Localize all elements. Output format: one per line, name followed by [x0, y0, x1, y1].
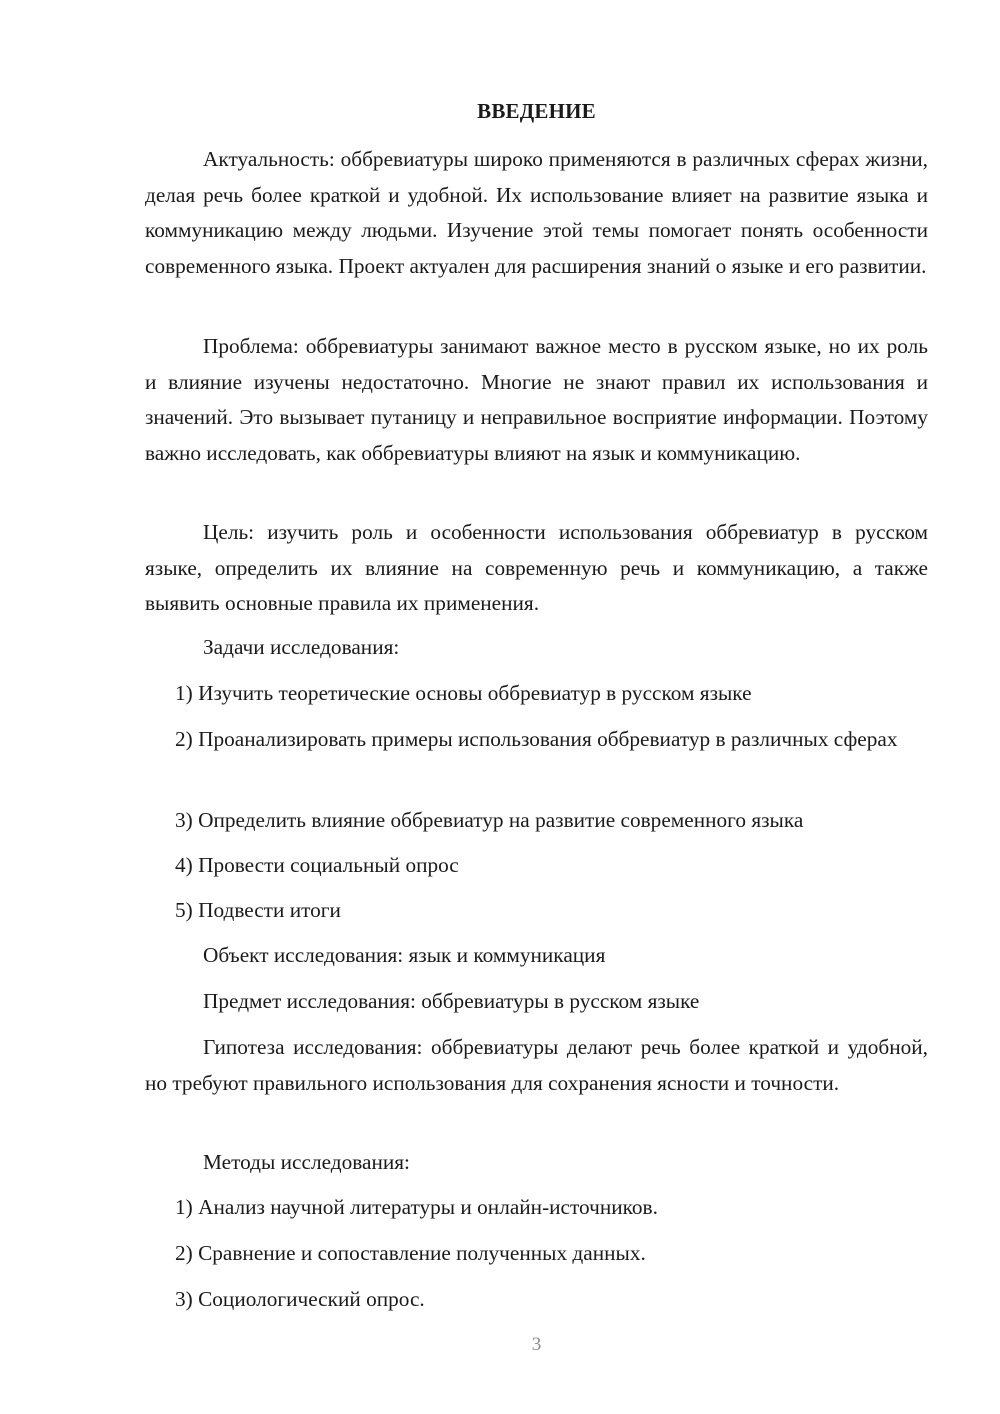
- methods-title: Методы исследования:: [203, 1150, 410, 1174]
- method-item-2: 2) Сравнение и сопоставление полученных данных.: [175, 1241, 646, 1265]
- task-item-5: 5) Подвести итоги: [175, 898, 341, 922]
- page-number: 3: [531, 1334, 542, 1355]
- problem-paragraph: Проблема: оббревиатуры занимают важное место в русском языке, но их роль и влияние изучены недостаточно. Многие не знают правил их использования и значений. Это вызывает путаницу и неправильное восприятие информации. Поэтому важно исследовать, как оббревиатуры влияют на язык и коммуникацию.: [145, 334, 928, 465]
- task-item-2: 2) Проанализировать примеры использования оббревиатур в различных сферах: [175, 727, 898, 751]
- task-item-1: 1) Изучить теоретические основы оббревиатур в русском языке: [175, 681, 752, 705]
- method-item-1: 1) Анализ научной литературы и онлайн-источников.: [175, 1195, 658, 1219]
- tasks-title: Задачи исследования:: [203, 635, 400, 659]
- task-item-4: 4) Провести социальный опрос: [175, 853, 459, 877]
- task-item-3: 3) Определить влияние оббревиатур на развитие современного языка: [175, 808, 804, 832]
- relevance-paragraph: Актуальность: оббревиатуры широко применяются в различных сферах жизни, делая речь более краткой и удобной. Их использование влияет на развитие языка и коммуникацию между людьми. Изучение этой темы помогает понять особенности современного языка. Проект актуален для расширения знаний о языке и его развитии.: [145, 147, 928, 278]
- hypothesis-paragraph: Гипотеза исследования: оббревиатуры делают речь более краткой и удобной, но требуют правильного использования для сохранения ясности и точности.: [145, 1035, 928, 1095]
- method-item-3: 3) Социологический опрос.: [175, 1287, 425, 1311]
- goal-paragraph: Цель: изучить роль и особенности использования оббревиатур в русском языке, определить их влияние на современную речь и коммуникацию, а также выявить основные правила их применения.: [145, 520, 928, 615]
- research-subject: Предмет исследования: оббревиатуры в русском языке: [203, 989, 700, 1013]
- page-title: ВВЕДЕНИЕ: [477, 99, 596, 123]
- research-object: Объект исследования: язык и коммуникация: [203, 943, 606, 967]
- document-page: [145, 0, 928, 1414]
